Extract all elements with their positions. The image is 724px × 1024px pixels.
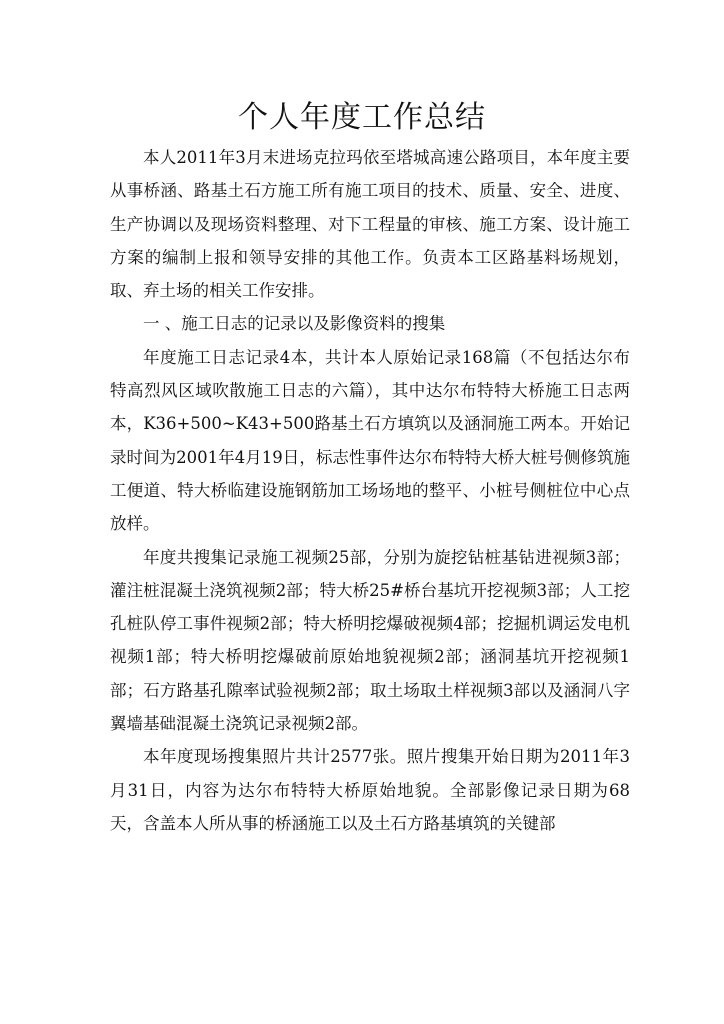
document-title: 个人年度工作总结 <box>238 100 486 135</box>
paragraph-construction-log: 年度施工日志记录4本，共计本人原始记录168篇（不包括达尔布特高烈风区域吹散施工日志的六篇），其中达尔布特特大桥施工日志两本，K36+500~K43+500路基土石方填筑以及涵洞施工两本。开始记录时间为2001年4月19日，标志性事件达尔布特特大桥大桩号侧修筑施工便道、特大桥临建设施钢筋加工场场地的整平、小桩号侧桩位中心点放样。 <box>110 347 630 534</box>
paragraph-photo-collection: 本年度现场搜集照片共计2577张。照片搜集开始日期为2011年3月31日，内容为达尔布特特大桥原始地貌。全部影像记录日期为68天，含盖本人所从事的桥涵施工以及土石方路基填筑的关键部 <box>110 747 630 833</box>
section-heading-1: 一 、施工日志的记录以及影像资料的搜集 <box>143 314 446 334</box>
document-body <box>110 141 630 840</box>
paragraph-intro: 本人2011年3月末进场克拉玛依至塔城高速公路项目，本年度主要从事桥涵、路基土石方施工所有施工项目的技术、质量、安全、进度、生产协调以及现场资料整理、对下工程量的审核、施工方案、设计施工方案的编制上报和领导安排的其他工作。负责本工区路基料场规划，取、弃土场的相关工作安排。 <box>110 148 630 301</box>
paragraph-video-collection: 年度共搜集记录施工视频25部，分别为旋挖钻桩基钻进视频3部；灌注桩混凝土浇筑视频2部；特大桥25#桥台基坑开挖视频3部；人工挖孔桩队停工事件视频2部；特大桥明挖爆破视频4部；挖掘机调运发电机视频1部；特大桥明挖爆破前原始地貌视频2部；涵洞基坑开挖视频1部；石方路基孔隙率试验视频2部；取土场取土样视频3部以及涵洞八字翼墙基础混凝土浇筑记录视频2部。 <box>110 547 630 734</box>
